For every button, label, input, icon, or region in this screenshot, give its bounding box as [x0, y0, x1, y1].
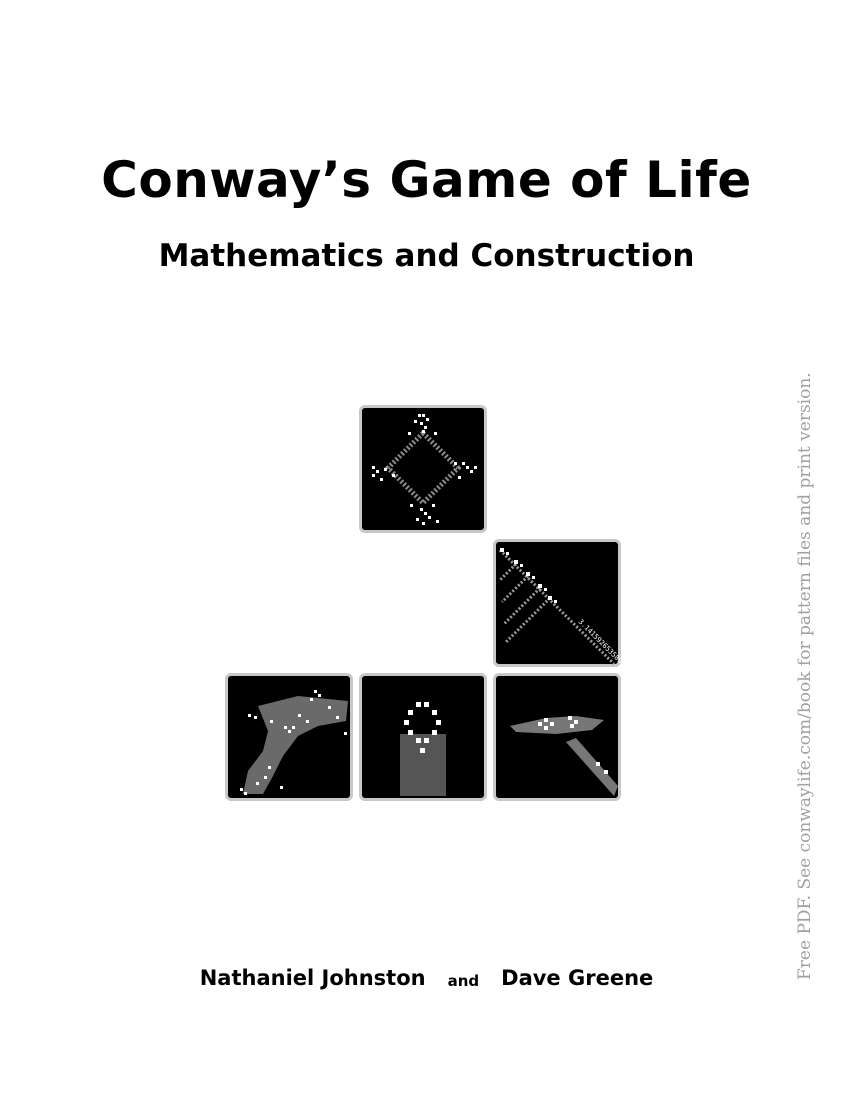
- pattern-tile-chaotic: [225, 673, 353, 801]
- pattern-tile-spaceship: [493, 673, 621, 801]
- free-pdf-note: Free PDF. See conwaylife.com/book for pattern files and print version.: [795, 372, 815, 980]
- chaotic-pattern-image: [228, 676, 350, 798]
- pattern-tile-pi-calculator: [493, 539, 630, 672]
- author-second: Dave Greene: [501, 966, 654, 990]
- pi-digits-text: 3.14159265358979: [576, 617, 630, 672]
- book-subtitle: Mathematics and Construction: [158, 238, 695, 274]
- authors-connector: and: [447, 972, 480, 990]
- author-first: Nathaniel Johnston: [199, 966, 426, 990]
- pi-calculator-pattern-image: [496, 542, 630, 672]
- spaceship-pattern-image: [496, 676, 618, 798]
- diamond-pattern-image: [362, 408, 484, 530]
- authors-line: [0, 966, 853, 990]
- book-title: Conway’s Game of Life: [101, 151, 752, 209]
- pattern-tile-diamond: [359, 405, 487, 533]
- pattern-tile-oscillator: [359, 673, 487, 801]
- oscillator-pattern-image: [362, 676, 484, 798]
